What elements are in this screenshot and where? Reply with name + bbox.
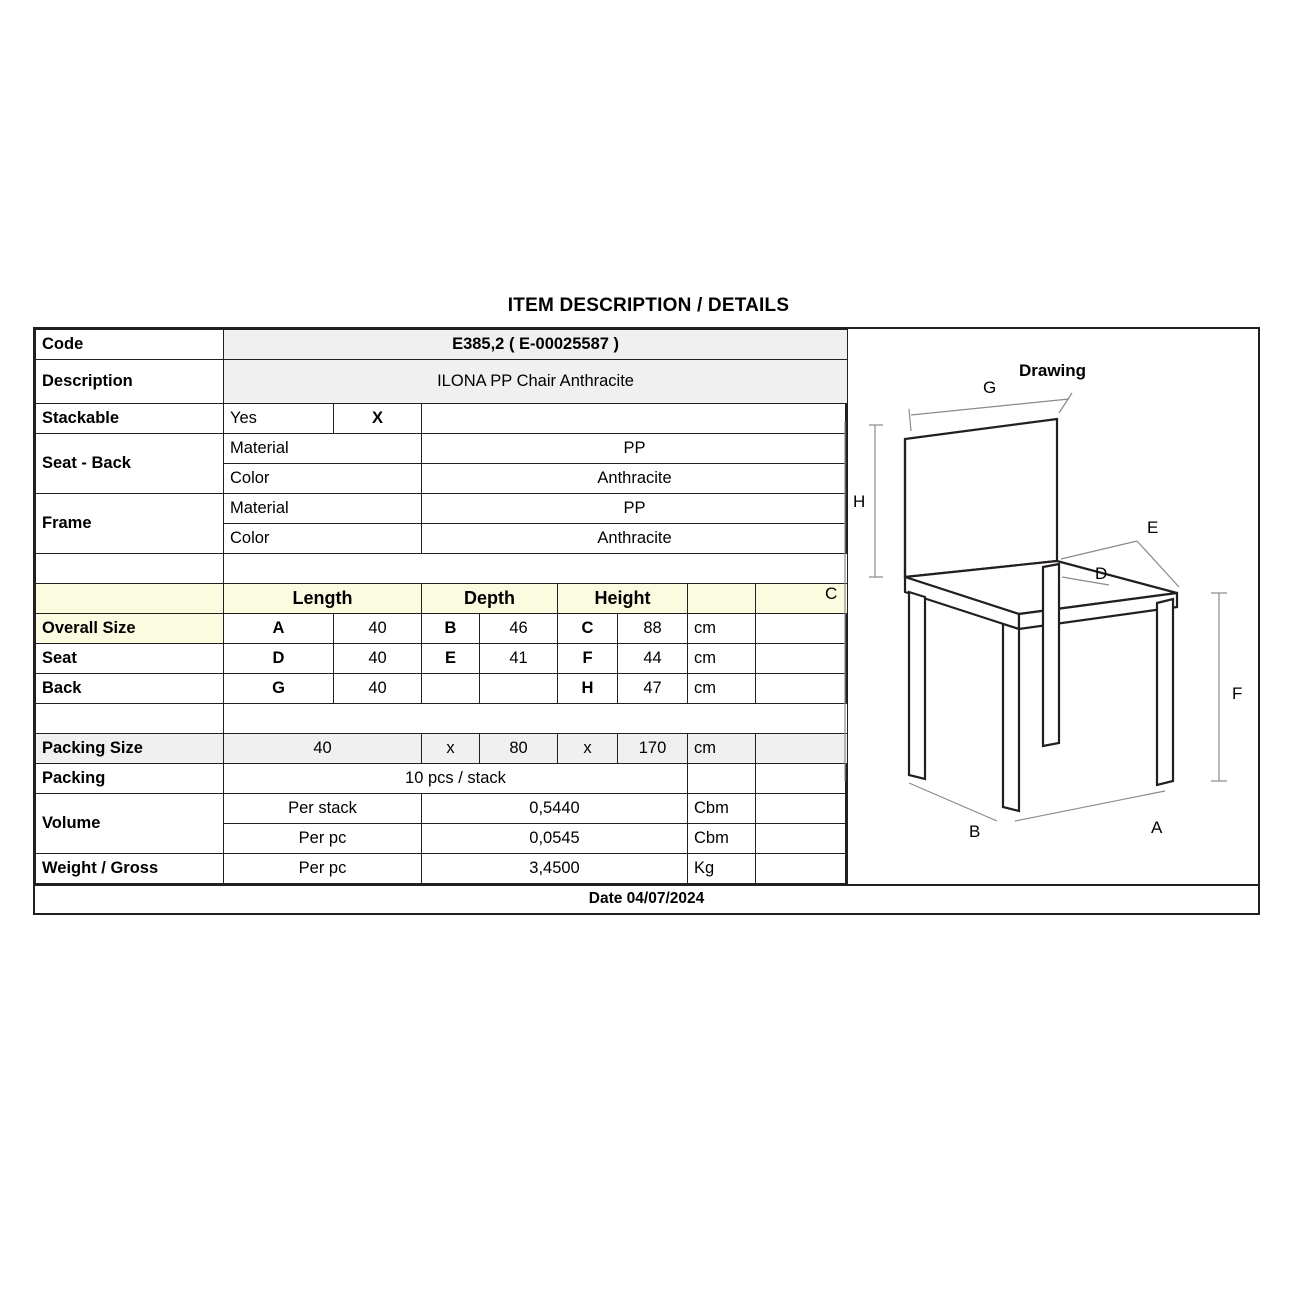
back-depth-key	[422, 674, 480, 704]
back-pad	[756, 674, 848, 704]
back-height-value: 47	[618, 674, 688, 704]
weight-unit: Kg	[688, 854, 756, 884]
drawing-title: Drawing	[1018, 361, 1087, 380]
table-row-frame-material	[36, 494, 848, 524]
seat-back-material-value: PP	[422, 434, 848, 464]
dimension-label-e: E	[1147, 518, 1159, 537]
chair-drawing-svg	[825, 378, 1262, 851]
seat-depth-key: E	[422, 644, 480, 674]
back-height-key: H	[558, 674, 618, 704]
weight-per-pc-value: 3,4500	[422, 854, 688, 884]
size-header-unit	[688, 584, 756, 614]
overall-depth-value: 46	[480, 614, 558, 644]
spec-sheet	[33, 295, 1264, 950]
chair-drawing	[825, 378, 1258, 881]
size-header-length: Length	[224, 584, 422, 614]
weight-per-pc-label: Per pc	[224, 854, 422, 884]
stackable-label: Stackable	[36, 404, 224, 434]
table-row-spacer-1	[36, 554, 848, 584]
packing-size-label: Packing Size	[36, 734, 224, 764]
dimension-label-h: H	[853, 492, 866, 511]
back-unit: cm	[688, 674, 756, 704]
table-row-seat-size	[36, 644, 848, 674]
size-header-blank	[36, 584, 224, 614]
dimension-label-d: D	[1095, 564, 1108, 583]
table-row-volume-stack	[36, 794, 848, 824]
table-row-stackable	[36, 404, 848, 434]
drawing-column	[825, 329, 1258, 884]
seat-length-value: 40	[334, 644, 422, 674]
table-row-packing-size	[36, 734, 848, 764]
packing-size-x1: x	[422, 734, 480, 764]
frame-label: Frame	[36, 494, 224, 554]
dimension-label-c: C	[825, 584, 838, 603]
stackable-mark: X	[334, 404, 422, 434]
table-row-overall-size	[36, 614, 848, 644]
table-row-size-header	[36, 584, 848, 614]
packing-size-x2: x	[558, 734, 618, 764]
sheet-body	[35, 329, 1258, 884]
seat-height-value: 44	[618, 644, 688, 674]
size-header-height: Height	[558, 584, 688, 614]
table-row-weight	[36, 854, 848, 884]
volume-label: Volume	[36, 794, 224, 854]
table-row-description	[36, 360, 848, 404]
volume-per-stack-unit: Cbm	[688, 794, 756, 824]
dimension-label-b: B	[969, 822, 981, 841]
overall-unit: cm	[688, 614, 756, 644]
spacer-cell	[36, 704, 224, 734]
dimension-label-a: A	[1151, 818, 1163, 837]
packing-size-depth: 80	[480, 734, 558, 764]
stackable-spacer	[422, 404, 848, 434]
overall-length-key: A	[224, 614, 334, 644]
volume-pc-pad	[756, 824, 848, 854]
size-header-depth: Depth	[422, 584, 558, 614]
frame-material-label: Material	[224, 494, 422, 524]
back-length-value: 40	[334, 674, 422, 704]
back-depth-value	[480, 674, 558, 704]
dimension-label-f: F	[1232, 684, 1243, 703]
overall-height-key: C	[558, 614, 618, 644]
page-title: ITEM DESCRIPTION / DETAILS	[507, 295, 790, 316]
spacer-cell	[36, 554, 224, 584]
overall-height-value: 88	[618, 614, 688, 644]
seat-unit: cm	[688, 644, 756, 674]
table-row-back-size	[36, 674, 848, 704]
spacer-cell	[224, 554, 848, 584]
stackable-value: Yes	[224, 404, 334, 434]
packing-size-width: 40	[224, 734, 422, 764]
seat-height-key: F	[558, 644, 618, 674]
date-footer: Date 04/07/2024	[35, 884, 1258, 913]
packing-size-unit: cm	[688, 734, 756, 764]
seat-back-color-label: Color	[224, 464, 422, 494]
frame-material-value: PP	[422, 494, 848, 524]
table-row-packing	[36, 764, 848, 794]
spec-table	[35, 329, 848, 884]
sheet-frame	[33, 327, 1260, 915]
back-length-key: G	[224, 674, 334, 704]
volume-per-stack-value: 0,5440	[422, 794, 688, 824]
code-value: E385,2 ( E-00025587 )	[224, 330, 848, 360]
volume-per-pc-unit: Cbm	[688, 824, 756, 854]
volume-stack-pad	[756, 794, 848, 824]
seat-back-color-value: Anthracite	[422, 464, 848, 494]
frame-color-label: Color	[224, 524, 422, 554]
overall-pad	[756, 614, 848, 644]
table-row-spacer-2	[36, 704, 848, 734]
overall-length-value: 40	[334, 614, 422, 644]
table-row-seatback-material	[36, 434, 848, 464]
packing-label: Packing	[36, 764, 224, 794]
frame-color-value: Anthracite	[422, 524, 848, 554]
description-value: ILONA PP Chair Anthracite	[224, 360, 848, 404]
seat-pad	[756, 644, 848, 674]
overall-size-label: Overall Size	[36, 614, 224, 644]
overall-depth-key: B	[422, 614, 480, 644]
volume-per-stack-label: Per stack	[224, 794, 422, 824]
seat-back-material-label: Material	[224, 434, 422, 464]
dimension-label-g: G	[983, 378, 997, 397]
seat-length-key: D	[224, 644, 334, 674]
seat-size-label: Seat	[36, 644, 224, 674]
weight-label: Weight / Gross	[36, 854, 224, 884]
spacer-cell	[224, 704, 848, 734]
code-label: Code	[36, 330, 224, 360]
packing-size-pad	[756, 734, 848, 764]
volume-per-pc-value: 0,0545	[422, 824, 688, 854]
seat-depth-value: 41	[480, 644, 558, 674]
packing-pad	[756, 764, 848, 794]
description-label: Description	[36, 360, 224, 404]
weight-pad	[756, 854, 848, 884]
packing-value: 10 pcs / stack	[224, 764, 688, 794]
table-row-code	[36, 330, 848, 360]
packing-unit-blank	[688, 764, 756, 794]
seat-back-label: Seat - Back	[36, 434, 224, 494]
back-size-label: Back	[36, 674, 224, 704]
spec-column	[35, 329, 847, 884]
packing-size-height: 170	[618, 734, 688, 764]
volume-per-pc-label: Per pc	[224, 824, 422, 854]
